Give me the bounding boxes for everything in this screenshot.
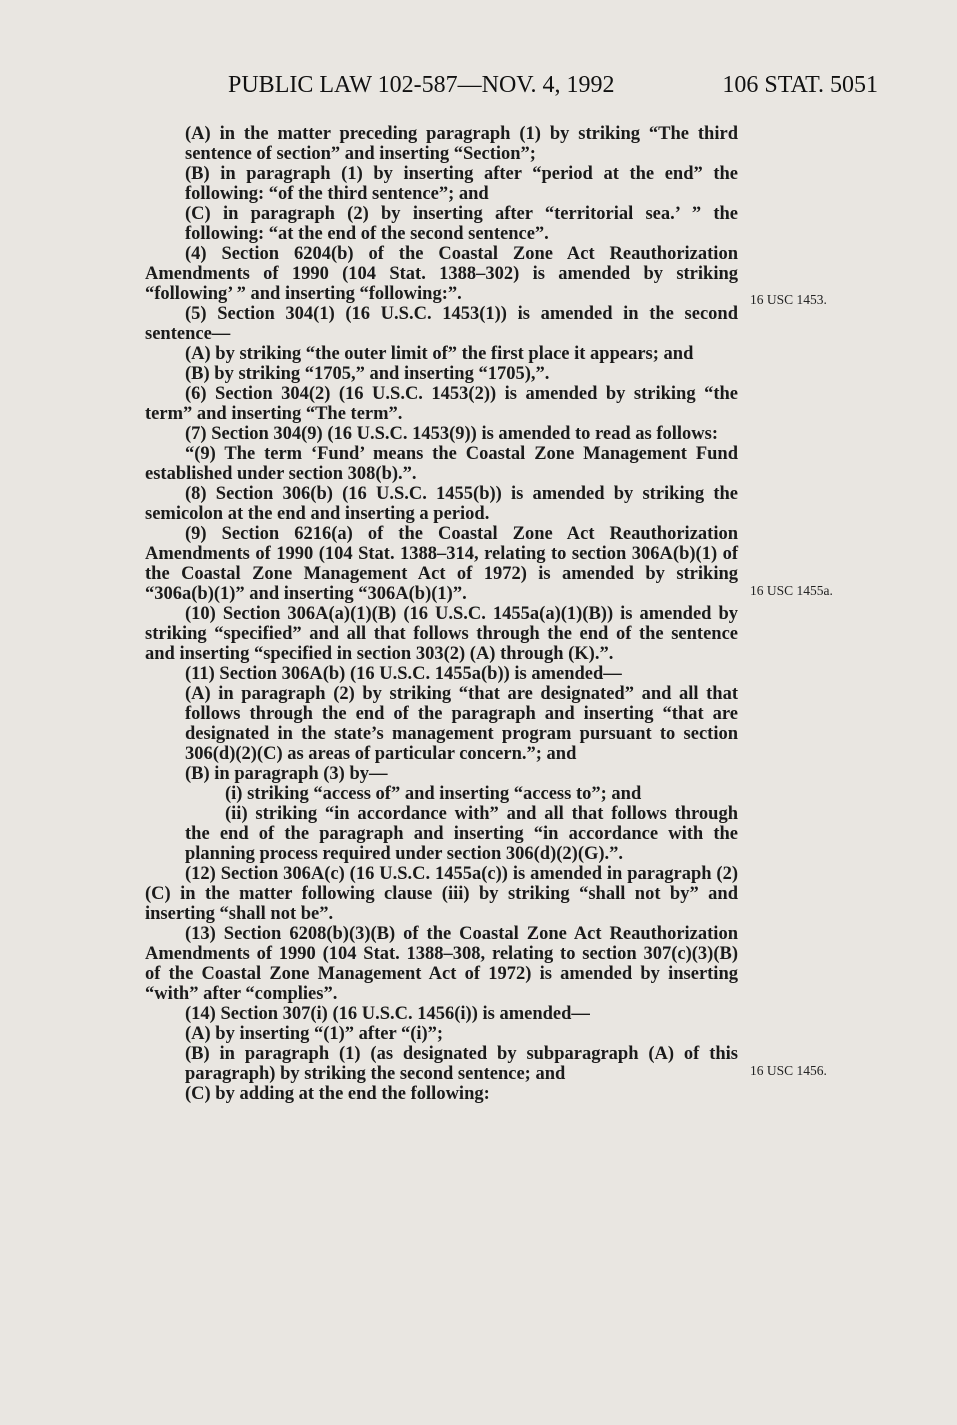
paragraph: (C) by adding at the end the following: <box>185 1084 490 1104</box>
margin-note: 16 USC 1456. <box>750 1063 827 1078</box>
paragraph: (A) by striking “the outer limit of” the first place it appears; and <box>185 344 694 364</box>
paragraph: (11) Section 306A(b) (16 U.S.C. 1455a(b)) is amended— <box>185 664 622 684</box>
paragraph: (14) Section 307(i) (16 U.S.C. 1456(i)) is amended— <box>185 1004 590 1024</box>
paragraph: (5) Section 304(1) (16 U.S.C. 1453(1)) is amended in the second sentence— <box>145 304 738 344</box>
paragraph: (10) Section 306A(a)(1)(B) (16 U.S.C. 1455a(a)(1)(B)) is amended by striking “specified” and all that follows through the end of the sentence and inserting “specified in section 303(2) (A) through (K).”. <box>145 604 738 664</box>
paragraph: (B) in paragraph (1) (as designated by subparagraph (A) of this paragraph) by striking the second sentence; and <box>185 1044 738 1084</box>
paragraph: (12) Section 306A(c) (16 U.S.C. 1455a(c)) is amended in paragraph (2)(C) in the matter following clause (iii) by striking “shall not by” and inserting “shall not be”. <box>145 864 738 924</box>
page-body <box>145 124 738 1104</box>
stat-page-number: 106 STAT. 5051 <box>722 72 878 98</box>
page-header <box>228 72 878 106</box>
paragraph: (A) in the matter preceding paragraph (1) by striking “The third sentence of section” and inserting “Section”; <box>185 124 738 164</box>
paragraph: (4) Section 6204(b) of the Coastal Zone Act Reauthorization Amendments of 1990 (104 Stat. 1388–302) is amended by striking “following’ ” and inserting “following:”. <box>145 244 738 304</box>
paragraph: (i) striking “access of” and inserting “access to”; and <box>225 784 642 804</box>
paragraph: (ii) striking “in accordance with” and all that follows through the end of the paragraph and inserting “in accordance with the planning process required under section 306(d)(2)(G).”. <box>185 804 738 864</box>
paragraph: (B) in paragraph (1) by inserting after “period at the end” the following: “of the third sentence”; and <box>185 164 738 204</box>
paragraph: (6) Section 304(2) (16 U.S.C. 1453(2)) is amended by striking “the term” and inserting “The term”. <box>145 384 738 424</box>
paragraph: (C) in paragraph (2) by inserting after “territorial sea.’ ” the following: “at the end of the second sentence”. <box>185 204 738 244</box>
paragraph: (A) by inserting “(1)” after “(i)”; <box>185 1024 444 1044</box>
paragraph: (B) by striking “1705,” and inserting “1705),”. <box>185 364 550 384</box>
margin-note: 16 USC 1453. <box>750 292 827 307</box>
public-law-title: PUBLIC LAW 102-587—NOV. 4, 1992 <box>228 72 615 98</box>
paragraph: (A) in paragraph (2) by striking “that are designated” and all that follows through the end of the paragraph and inserting “that are designated in the state’s management program pursuant to section 306(d)(2)(C) as areas of particular concern.”; and <box>185 684 738 764</box>
paragraph: (7) Section 304(9) (16 U.S.C. 1453(9)) is amended to read as follows: <box>185 424 719 444</box>
margin-note: 16 USC 1455a. <box>750 583 833 598</box>
paragraph: (13) Section 6208(b)(3)(B) of the Coastal Zone Act Reauthorization Amendments of 1990 (104 Stat. 1388–308, relating to section 307(c)(3)(B) of the Coastal Zone Management Act of 1972) is amended by inserting “with” after “complies”. <box>145 924 738 1004</box>
quoted-paragraph: “(9) The term ‘Fund’ means the Coastal Zone Management Fund established under section 308(b).”. <box>145 444 738 484</box>
paragraph: (8) Section 306(b) (16 U.S.C. 1455(b)) is amended by striking the semicolon at the end and inserting a period. <box>145 484 738 524</box>
paragraph: (B) in paragraph (3) by— <box>185 764 388 784</box>
paragraph: (9) Section 6216(a) of the Coastal Zone Act Reauthorization Amendments of 1990 (104 Stat. 1388–314, relating to section 306A(b)(1) of the Coastal Zone Management Act of 1972) is amended by striking “306a(b)(1)” and inserting “306A(b)(1)”. <box>145 524 738 604</box>
